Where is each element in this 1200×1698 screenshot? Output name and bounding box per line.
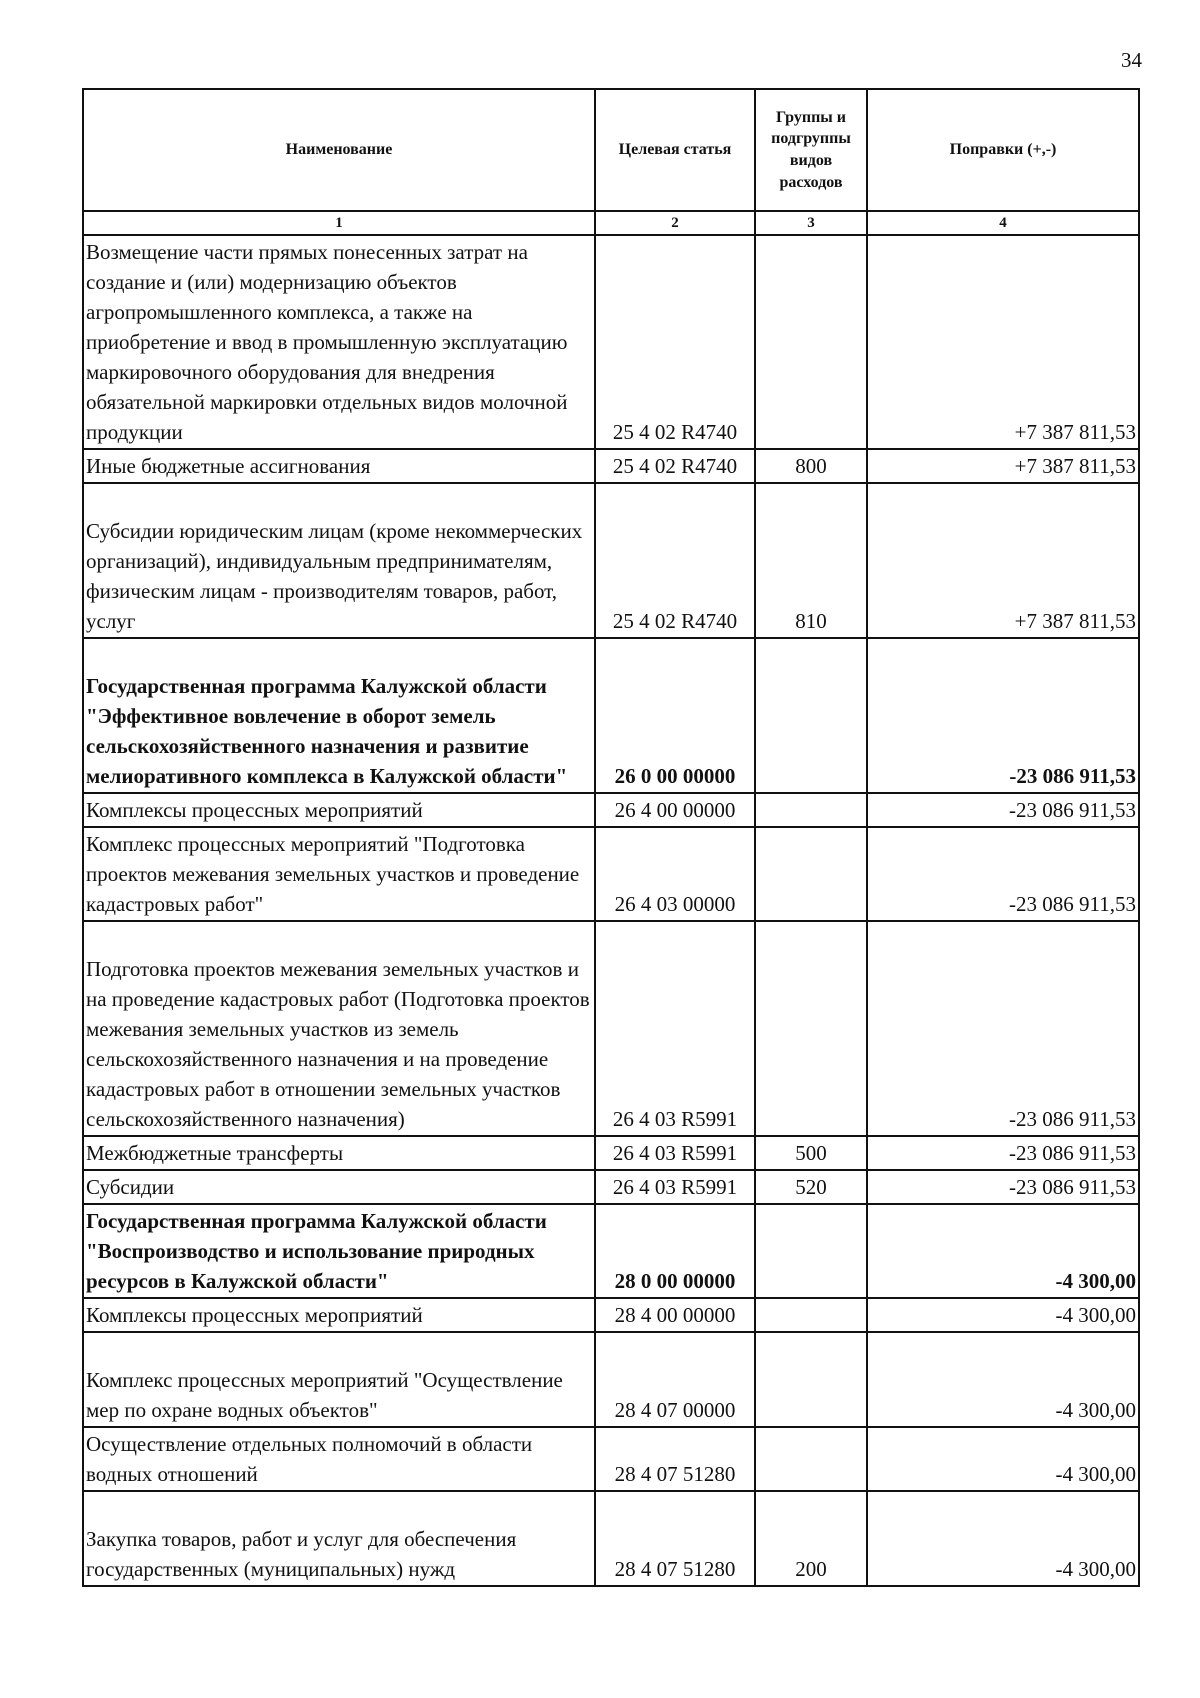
row-name: Осуществление отдельных полномочий в области водных отношений	[83, 1427, 595, 1491]
row-name: Комплекс процессных мероприятий "Подготовка проектов межевания земельных участков и проведение кадастровых работ"	[83, 827, 595, 921]
row-name: Комплекс процессных мероприятий "Осуществление мер по охране водных объектов"	[83, 1332, 595, 1427]
row-amount: -23 086 911,53	[867, 793, 1139, 827]
row-amount: -4 300,00	[867, 1427, 1139, 1491]
row-target-article: 28 4 00 00000	[595, 1298, 755, 1332]
row-expense-group	[755, 1204, 867, 1298]
table-row	[83, 1427, 1139, 1491]
row-target-article: 26 4 03 R5991	[595, 1170, 755, 1204]
table-row	[83, 1298, 1139, 1332]
table-row	[83, 1204, 1139, 1298]
column-number-row	[83, 211, 1139, 235]
row-expense-group	[755, 1332, 867, 1427]
row-amount: -4 300,00	[867, 1332, 1139, 1427]
row-name: Подготовка проектов межевания земельных участков и на проведение кадастровых работ (Подготовка проектов межевания земельных участков из земель сельскохозяйственного назначения и на проведение кадастровых работ в отношении земельных участков сельскохозяйственного назначения)	[83, 921, 595, 1136]
row-amount: +7 387 811,53	[867, 483, 1139, 638]
budget-table	[82, 88, 1140, 1587]
row-name: Комплексы процессных мероприятий	[83, 1298, 595, 1332]
table-row	[83, 1136, 1139, 1170]
table-row	[83, 793, 1139, 827]
row-target-article: 28 4 07 51280	[595, 1427, 755, 1491]
row-name: Комплексы процессных мероприятий	[83, 793, 595, 827]
table-row	[83, 827, 1139, 921]
row-target-article: 26 4 03 R5991	[595, 1136, 755, 1170]
row-expense-group	[755, 235, 867, 449]
row-target-article: 26 0 00 00000	[595, 638, 755, 793]
row-target-article: 25 4 02 R4740	[595, 235, 755, 449]
table-row	[83, 1332, 1139, 1427]
header-amendments: Поправки (+,-)	[867, 89, 1139, 211]
column-number: 3	[755, 211, 867, 235]
row-target-article: 26 4 03 00000	[595, 827, 755, 921]
table-row	[83, 921, 1139, 1136]
row-target-article: 25 4 02 R4740	[595, 449, 755, 483]
row-name: Межбюджетные трансферты	[83, 1136, 595, 1170]
row-expense-group	[755, 793, 867, 827]
row-amount: +7 387 811,53	[867, 449, 1139, 483]
table-row	[83, 483, 1139, 638]
row-expense-group	[755, 1427, 867, 1491]
table-row	[83, 638, 1139, 793]
row-name: Субсидии юридическим лицам (кроме некоммерческих организаций), индивидуальным предпринимателям, физическим лицам - производителям товаров, работ, услуг	[83, 483, 595, 638]
row-amount: -23 086 911,53	[867, 921, 1139, 1136]
row-target-article: 25 4 02 R4740	[595, 483, 755, 638]
column-number: 2	[595, 211, 755, 235]
row-expense-group: 810	[755, 483, 867, 638]
row-name: Субсидии	[83, 1170, 595, 1204]
table-body	[83, 235, 1139, 1586]
column-number: 1	[83, 211, 595, 235]
row-expense-group	[755, 638, 867, 793]
row-expense-group: 800	[755, 449, 867, 483]
table-row	[83, 1491, 1139, 1586]
row-target-article: 26 4 03 R5991	[595, 921, 755, 1136]
table-row	[83, 235, 1139, 449]
row-amount: -23 086 911,53	[867, 638, 1139, 793]
row-expense-group: 520	[755, 1170, 867, 1204]
header-row	[83, 89, 1139, 211]
row-target-article: 26 4 00 00000	[595, 793, 755, 827]
row-target-article: 28 4 07 00000	[595, 1332, 755, 1427]
row-target-article: 28 4 07 51280	[595, 1491, 755, 1586]
row-amount: -23 086 911,53	[867, 1170, 1139, 1204]
row-name: Закупка товаров, работ и услуг для обеспечения государственных (муниципальных) нужд	[83, 1491, 595, 1586]
page-number: 34	[1121, 48, 1142, 72]
row-amount: -4 300,00	[867, 1298, 1139, 1332]
row-expense-group	[755, 921, 867, 1136]
row-amount: +7 387 811,53	[867, 235, 1139, 449]
header-name: Наименование	[83, 89, 595, 211]
row-expense-group: 500	[755, 1136, 867, 1170]
row-amount: -4 300,00	[867, 1204, 1139, 1298]
table-row	[83, 1170, 1139, 1204]
column-number: 4	[867, 211, 1139, 235]
table-row	[83, 449, 1139, 483]
header-expense-groups: Группы и подгруппы видов расходов	[755, 89, 867, 211]
row-expense-group: 200	[755, 1491, 867, 1586]
row-expense-group	[755, 827, 867, 921]
row-amount: -23 086 911,53	[867, 827, 1139, 921]
header-target-article: Целевая статья	[595, 89, 755, 211]
row-amount: -23 086 911,53	[867, 1136, 1139, 1170]
row-name: Иные бюджетные ассигнования	[83, 449, 595, 483]
row-target-article: 28 0 00 00000	[595, 1204, 755, 1298]
row-amount: -4 300,00	[867, 1491, 1139, 1586]
row-expense-group	[755, 1298, 867, 1332]
row-name: Государственная программа Калужской области "Воспроизводство и использование природных ресурсов в Калужской области"	[83, 1204, 595, 1298]
row-name: Возмещение части прямых понесенных затрат на создание и (или) модернизацию объектов агропромышленного комплекса, а также на приобретение и ввод в промышленную эксплуатацию маркировочного оборудования для внедрения обязательной маркировки отдельных видов молочной продукции	[83, 235, 595, 449]
row-name: Государственная программа Калужской области "Эффективное вовлечение в оборот земель сельскохозяйственного назначения и развитие мелиоративного комплекса в Калужской области"	[83, 638, 595, 793]
